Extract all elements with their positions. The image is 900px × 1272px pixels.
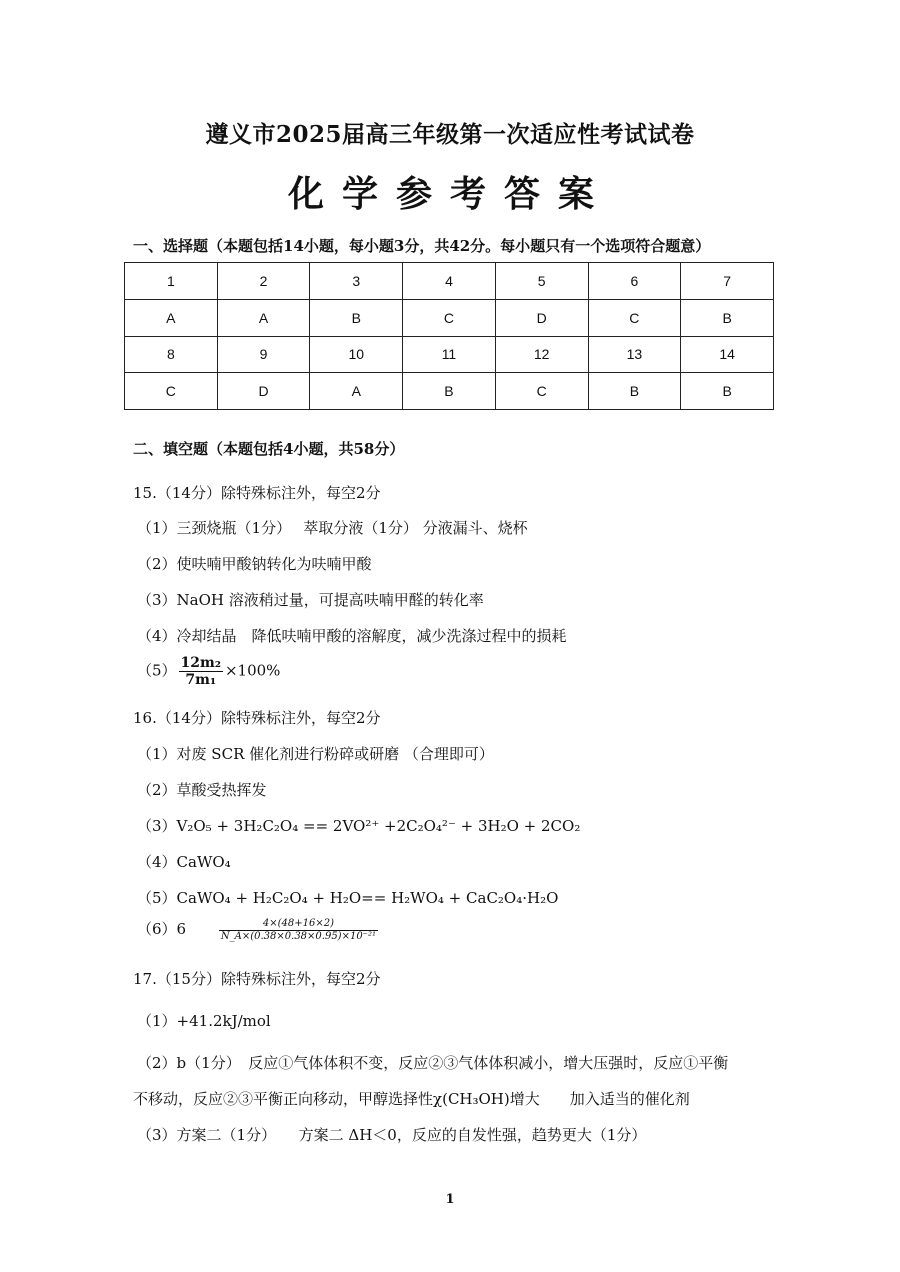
exam-title: 遵义市2025届高三年级第一次适应性考试试卷 xyxy=(205,121,695,148)
q15-answer-4: （4）冷却结晶 降低呋喃甲酸的溶解度，减少洗涤过程中的损耗 xyxy=(137,627,567,645)
table-cell: 7 xyxy=(681,263,774,300)
q16-answer-6-prefix: （6）6 xyxy=(137,920,187,938)
q17-answer-2-line-1: （2）b（1分） 反应①气体体积不变，反应②③气体体积减小，增大压强时，反应①平衡 xyxy=(137,1054,729,1072)
table-cell: B xyxy=(681,299,774,336)
q16-answer-5: （5）CaWO₄ + H₂C₂O₄ + H₂O== H₂WO₄ + CaC₂O₄·H₂O xyxy=(137,889,559,907)
q16-answer-3: （3）V₂O₅ + 3H₂C₂O₄ == 2VO²⁺ +2C₂O₄²⁻ + 3H₂O + 2CO₂ xyxy=(137,817,581,835)
table-cell: 13 xyxy=(588,336,681,373)
table-cell: C xyxy=(403,299,496,336)
page-number: 1 xyxy=(445,1192,455,1207)
q16-answer-1: （1）对废 SCR 催化剂进行粉碎或研磨 （合理即可） xyxy=(137,745,494,763)
table-cell: C xyxy=(125,373,218,410)
q16-answer-6 xyxy=(137,918,380,942)
table-cell: A xyxy=(217,299,310,336)
section-2-title: 二、填空题（本题包括4小题，共58分） xyxy=(133,440,405,458)
table-cell: 9 xyxy=(217,336,310,373)
table-row xyxy=(125,373,774,410)
q17-header: 17.（15分）除特殊标注外，每空2分 xyxy=(133,970,381,988)
table-row xyxy=(125,336,774,373)
table-cell: C xyxy=(588,299,681,336)
fraction xyxy=(219,918,378,942)
q15-answer-3: （3）NaOH 溶液稍过量，可提高呋喃甲醛的转化率 xyxy=(137,591,484,609)
q16-answer-2: （2）草酸受热挥发 xyxy=(137,781,267,799)
q15-answer-5 xyxy=(137,655,280,688)
fraction-numerator: 12m₂ xyxy=(180,655,221,671)
answer-title: 化学参考答案 xyxy=(287,173,612,215)
table-cell: B xyxy=(588,373,681,410)
section-1-title: 一、选择题（本题包括14小题，每小题3分，共42分。每小题只有一个选项符合题意） xyxy=(133,237,711,255)
q17-answer-3: （3）方案二（1分） 方案二 ΔH＜0，反应的自发性强，趋势更大（1分） xyxy=(137,1126,647,1144)
table-cell: 10 xyxy=(310,336,403,373)
table-cell: 2 xyxy=(217,263,310,300)
q15-header: 15.（14分）除特殊标注外，每空2分 xyxy=(133,484,381,502)
table-cell: 4 xyxy=(403,263,496,300)
q15-answer-2: （2）使呋喃甲酸钠转化为呋喃甲酸 xyxy=(137,555,372,573)
table-cell: 11 xyxy=(403,336,496,373)
table-cell: 12 xyxy=(495,336,588,373)
fraction xyxy=(179,655,223,688)
table-cell: D xyxy=(217,373,310,410)
q15-answer-5-prefix: （5） xyxy=(137,661,177,680)
table-cell: A xyxy=(125,299,218,336)
table-cell: C xyxy=(495,373,588,410)
table-cell: B xyxy=(403,373,496,410)
answer-table xyxy=(124,262,774,410)
q16-header: 16.（14分）除特殊标注外，每空2分 xyxy=(133,709,381,727)
q17-answer-2-line-2: 不移动，反应②③平衡正向移动，甲醇选择性χ(CH₃OH)增大 加入适当的催化剂 xyxy=(133,1090,690,1108)
q15-answer-5-suffix: ×100% xyxy=(224,661,281,680)
fraction-numerator: 4×(48+16×2) xyxy=(219,918,378,931)
table-cell: 14 xyxy=(681,336,774,373)
table-cell: A xyxy=(310,373,403,410)
table-cell: 3 xyxy=(310,263,403,300)
table-cell: D xyxy=(495,299,588,336)
fraction-denominator: N_A×(0.38×0.38×0.95)×10⁻²¹ xyxy=(220,930,376,942)
table-cell: 6 xyxy=(588,263,681,300)
fraction-denominator: 7m₁ xyxy=(185,672,217,689)
table-row xyxy=(125,299,774,336)
table-cell: 1 xyxy=(125,263,218,300)
table-row xyxy=(125,263,774,300)
table-cell: B xyxy=(310,299,403,336)
q15-answer-1: （1）三颈烧瓶（1分） 萃取分液（1分） 分液漏斗、烧杯 xyxy=(137,519,528,537)
table-cell: 8 xyxy=(125,336,218,373)
q17-answer-1: （1）+41.2kJ/mol xyxy=(137,1012,271,1030)
table-cell: B xyxy=(681,373,774,410)
q16-answer-4: （4）CaWO₄ xyxy=(137,853,231,871)
table-cell: 5 xyxy=(495,263,588,300)
